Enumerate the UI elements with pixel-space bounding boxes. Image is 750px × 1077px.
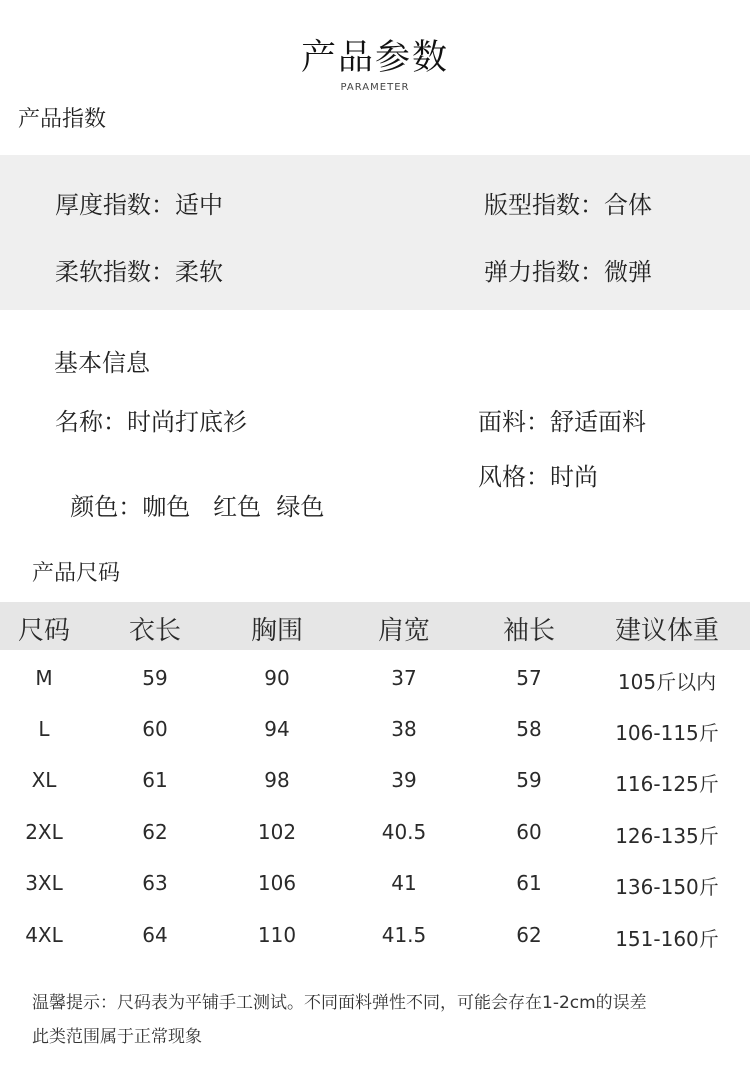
table-cell: 57 — [516, 666, 542, 690]
table-cell: M — [35, 666, 53, 690]
table-cell: L — [38, 717, 50, 741]
table-cell: 3XL — [25, 871, 63, 895]
info-label: 名称： — [55, 408, 127, 436]
index-label: 弹力指数： — [484, 258, 604, 286]
table-cell: 94 — [264, 717, 290, 741]
table-cell: 61 — [516, 871, 542, 895]
table-cell: 110 — [257, 923, 297, 947]
column-header: 衣长 — [128, 616, 182, 646]
index-label: 厚度指数： — [55, 191, 175, 219]
info-label: 风格： — [478, 463, 550, 491]
table-cell: 38 — [391, 717, 417, 741]
column-header: 建议体重 — [614, 616, 720, 646]
size-note-line-2: 此类范围属于正常现象 — [32, 1027, 202, 1047]
table-cell: 105斤以内 — [617, 670, 717, 694]
index-value: 合体 — [604, 191, 652, 219]
table-cell: 60 — [142, 717, 168, 741]
column-header: 袖长 — [502, 616, 556, 646]
table-cell: 37 — [391, 666, 417, 690]
info-value: 时尚 — [550, 463, 598, 491]
index-label: 柔软指数： — [55, 258, 175, 286]
table-cell: 58 — [516, 717, 542, 741]
info-style — [478, 457, 598, 492]
info-name — [55, 402, 247, 437]
table-cell: 39 — [391, 768, 417, 792]
table-cell: 62 — [516, 923, 542, 947]
index-item-fit — [484, 185, 652, 220]
index-label: 版型指数： — [484, 191, 604, 219]
table-cell: 126-135斤 — [615, 824, 719, 848]
table-cell: 4XL — [25, 923, 63, 947]
index-item-thickness — [55, 185, 223, 220]
table-cell: 62 — [142, 820, 168, 844]
table-cell: 90 — [264, 666, 290, 690]
column-header: 尺码 — [17, 616, 71, 646]
index-value: 适中 — [175, 191, 223, 219]
index-section-heading: 产品指数 — [18, 107, 107, 132]
index-item-softness — [55, 252, 223, 287]
info-fabric — [478, 402, 646, 437]
index-value: 微弹 — [604, 258, 652, 286]
table-cell: 40.5 — [381, 820, 427, 844]
table-cell: 116-125斤 — [615, 772, 719, 796]
page-title: 产品参数 — [300, 38, 449, 78]
table-cell: 41.5 — [381, 923, 427, 947]
info-color — [55, 459, 324, 522]
table-cell: 63 — [142, 871, 168, 895]
table-cell: 59 — [142, 666, 168, 690]
basic-info-heading: 基本信息 — [54, 349, 150, 377]
table-cell: 2XL — [25, 820, 63, 844]
table-cell: 102 — [257, 820, 297, 844]
table-cell: XL — [31, 768, 57, 792]
table-cell: 106-115斤 — [615, 721, 719, 745]
table-cell: 64 — [142, 923, 168, 947]
column-header: 胸围 — [250, 616, 304, 646]
table-cell: 60 — [516, 820, 542, 844]
column-header: 肩宽 — [377, 616, 431, 646]
info-value: 时尚打底衫 — [127, 408, 247, 436]
table-cell: 41 — [391, 871, 417, 895]
size-note-line-1: 温馨提示：尺码表为平铺手工测试。不同面料弹性不同，可能会存在1-2cm的误差 — [32, 993, 647, 1013]
table-cell: 151-160斤 — [615, 927, 719, 951]
info-value: 咖色 红色 绿色 — [142, 493, 325, 521]
table-cell: 106 — [257, 871, 297, 895]
info-value: 舒适面料 — [550, 408, 646, 436]
page-subtitle: PARAMETER — [340, 82, 410, 93]
info-label: 面料： — [478, 408, 550, 436]
table-cell: 59 — [516, 768, 542, 792]
table-cell: 61 — [142, 768, 168, 792]
size-section-heading: 产品尺码 — [32, 561, 121, 586]
table-cell: 136-150斤 — [615, 875, 719, 899]
info-label: 颜色： — [70, 493, 143, 521]
index-item-elasticity — [484, 252, 652, 287]
table-cell: 98 — [264, 768, 290, 792]
index-value: 柔软 — [175, 258, 223, 286]
